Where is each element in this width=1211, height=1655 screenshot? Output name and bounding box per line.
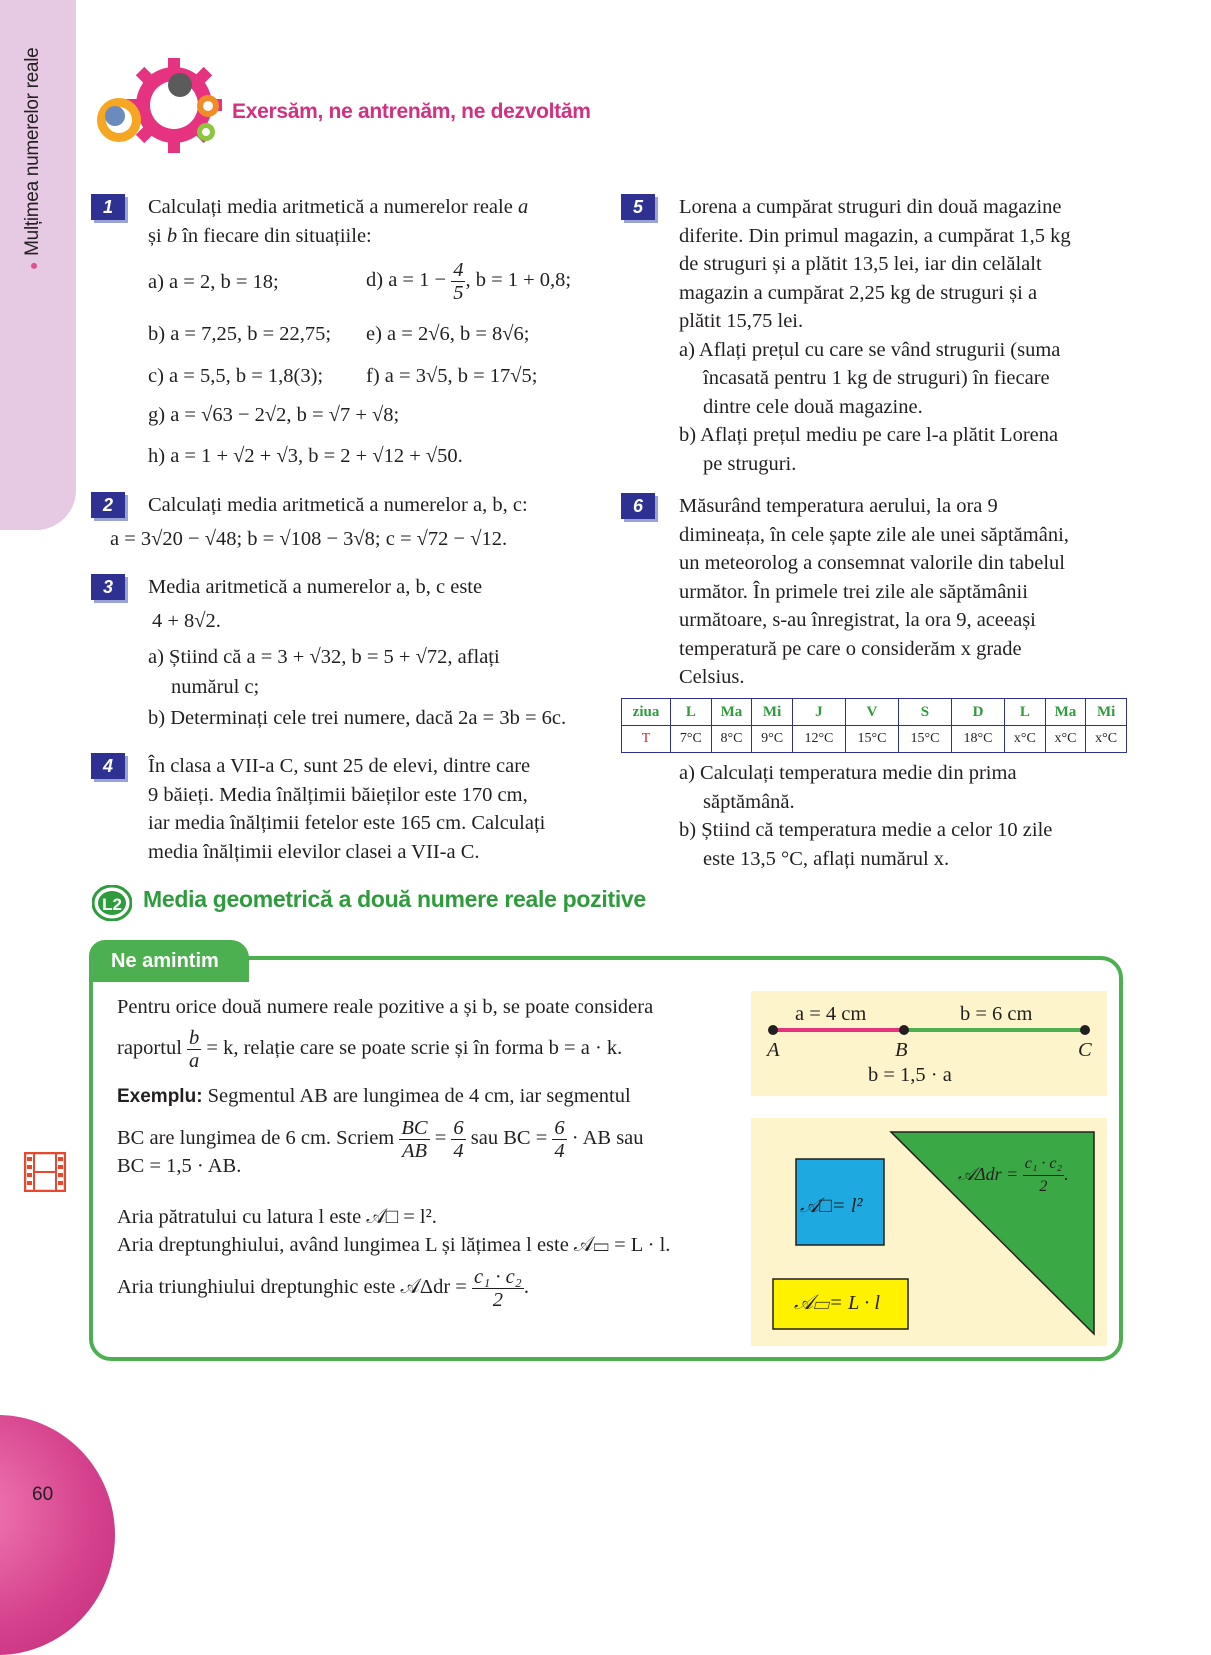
- table-cell: x°C: [1005, 726, 1046, 753]
- ex1-item-a: a) a = 2, b = 18;: [148, 271, 279, 293]
- table-cell: 9°C: [752, 726, 793, 753]
- gears-illustration: [84, 58, 234, 158]
- exercise-3-a: a) Știind că a = 3 + √32, b = 5 + √72, aflați: [148, 646, 500, 668]
- table-header-cell: Mi: [1086, 699, 1127, 726]
- table-header-cell: Mi: [752, 699, 793, 726]
- point-a-label: A: [767, 1039, 780, 1061]
- ex1-item-b: b) a = 7,25, b = 22,75;: [148, 323, 332, 345]
- ex1-item-f: f) a = 3√5, b = 17√5;: [366, 365, 538, 387]
- ex1-item-e: e) a = 2√6, b = 8√6;: [366, 323, 530, 345]
- remember-p2: raportul $\frac{b}{a}$ = k, relație care se poate scrie și în forma b = a · k.: [117, 1026, 623, 1072]
- rect-area-label: 𝒜▭= L · l: [794, 1292, 881, 1314]
- exercise-number: 1: [91, 194, 125, 220]
- ex1-item-g: g) a = √63 − 2√2, b = √7 + √8;: [148, 404, 400, 426]
- ex1-item-d: d) a = 1 − $\frac{4}{5}$ , b = 1 + 0,8;: [366, 258, 572, 304]
- table-cell: T: [622, 726, 671, 753]
- exercise-3-mean: 4 + 8√2.: [152, 610, 221, 632]
- segment-relation: b = 1,5 · a: [868, 1064, 952, 1086]
- ex1-item-c: c) a = 5,5, b = 1,8(3);: [148, 365, 324, 387]
- exercise-number: 4: [91, 753, 125, 779]
- table-header-cell: S: [898, 699, 951, 726]
- exercise-3-b: b) Determinați cele trei numere, dacă 2a = 3b = 6c.: [148, 707, 567, 729]
- square-area-label: 𝒜□= l²: [800, 1195, 863, 1217]
- table-header-cell: D: [951, 699, 1004, 726]
- temperature-table: [621, 698, 1127, 753]
- lesson-title: Media geometrică a două numere reale pozitive: [143, 886, 646, 912]
- table-header-cell: Ma: [1045, 699, 1086, 726]
- exercise-3-a2: numărul c;: [171, 676, 260, 698]
- area-square: Aria pătratului cu latura l este 𝒜□ = l².: [117, 1206, 437, 1228]
- remember-example-1: Exemplu: Segmentul AB are lungimea de 4 cm, iar segmentul: [117, 1085, 631, 1107]
- remember-example-3: BC = 1,5 · AB.: [117, 1155, 242, 1177]
- table-cell: x°C: [1086, 726, 1127, 753]
- table-header-cell: ziua: [622, 699, 671, 726]
- exercise-2-values: a = 3√20 − √48; b = √108 − 3√8; c = √72 − √12.: [110, 528, 508, 550]
- lesson-badge: [92, 885, 132, 921]
- corner-decoration: [0, 1415, 115, 1655]
- svg-text:L2: L2: [102, 895, 122, 914]
- exercise-2-text: Calculați media aritmetică a numerelor a, b, c:: [148, 494, 528, 516]
- exercise-6-text: Măsurând temperatura aerului, la ora 9 dimineața, în cele șapte zile ale unei săptămâni, un meteorolog a consemnat valorile din tabelul următor. În primele trei zile ale săptămânii următoare, s-au înregistrat, la ora 9, aceeași temperatură pe care o considerăm x grade Celsius.: [679, 495, 1069, 688]
- page-number: 60: [32, 1484, 54, 1505]
- area-triangle: Aria triunghiului dreptunghic este 𝒜Δdr = $\frac{\text{c₁ · c₂}}{2}$ .: [117, 1265, 529, 1311]
- exercise-number: 5: [621, 194, 655, 220]
- remember-example-2: BC are lungimea de 6 cm. Scriem $\frac{BC}{AB}$ = $\frac{6}{4}$ sau BC = $\frac{6}{4}$ · AB sau: [117, 1116, 644, 1162]
- exercise-6-questions: a) Calculați temperatura medie din prima săptămână. b) Știind că temperatura medie a celor 10 zile este 13,5 °C, aflați numărul x.: [679, 762, 1053, 870]
- exercise-number: 6: [621, 493, 655, 519]
- segment-a-label: a = 4 cm: [795, 1003, 867, 1025]
- section-title: Exersăm, ne antrenăm, ne dezvoltăm: [232, 100, 591, 123]
- table-cell: 12°C: [792, 726, 845, 753]
- remember-p1: Pentru orice două numere reale pozitive a și b, se poate considera: [117, 996, 654, 1018]
- table-cell: x°C: [1045, 726, 1086, 753]
- exercise-3-text: Media aritmetică a numerelor a, b, c este: [148, 576, 483, 598]
- video-icon: [24, 1152, 66, 1192]
- table-cell: 18°C: [951, 726, 1004, 753]
- chapter-title: ●Mulțimea numerelor reale: [22, 47, 43, 270]
- table-header-cell: V: [845, 699, 898, 726]
- segment-b-label: b = 6 cm: [960, 1003, 1033, 1025]
- triangle-area-label: 𝒜Δdr = $\frac{\text{c₁ · c₂}}{2}$ .: [958, 1155, 1069, 1196]
- ex1-item-h: h) a = 1 + √2 + √3, b = 2 + √12 + √50.: [148, 445, 463, 467]
- table-header-cell: J: [792, 699, 845, 726]
- exercise-1-text: Calculați media aritmetică a numerelor reale a și b în fiecare din situațiile:: [148, 196, 529, 247]
- table-cell: 15°C: [898, 726, 951, 753]
- table-header-cell: L: [1005, 699, 1046, 726]
- table-cell: 7°C: [671, 726, 712, 753]
- table-cell: 8°C: [711, 726, 752, 753]
- exercise-5-text: Lorena a cumpărat struguri din două magazine diferite. Din primul magazin, a cumpărat 1,5 kg de struguri și a plătit 13,5 lei, iar din celălalt magazin a cumpărat 2,25 kg de struguri și a plătit 15,75 lei. a) Aflați prețul cu care se vând strugurii (suma încasată pentru 1 kg de struguri) în fiecare dintre cele două magazine. b) Aflați prețul mediu pe care l-a plătit Lorena pe struguri.: [679, 196, 1071, 475]
- table-header-cell: Ma: [711, 699, 752, 726]
- exercise-number: 3: [91, 574, 125, 600]
- exercise-4-text: În clasa a VII-a C, sunt 25 de elevi, dintre care 9 băieți. Media înălțimii băieților este 170 cm, iar media înălțimii fetelor este 165 cm. Calculați media înălțimii elevilor clasei a VII-a C.: [148, 755, 546, 863]
- point-b-label: B: [895, 1039, 908, 1061]
- area-rectangle: Aria dreptunghiului, având lungimea L și lățimea l este 𝒜▭ = L · l.: [117, 1234, 671, 1256]
- point-c-label: C: [1078, 1039, 1092, 1061]
- table-cell: 15°C: [845, 726, 898, 753]
- remember-tab: Ne amintim: [89, 940, 249, 982]
- table-header-cell: L: [671, 699, 712, 726]
- exercise-number: 2: [91, 492, 125, 518]
